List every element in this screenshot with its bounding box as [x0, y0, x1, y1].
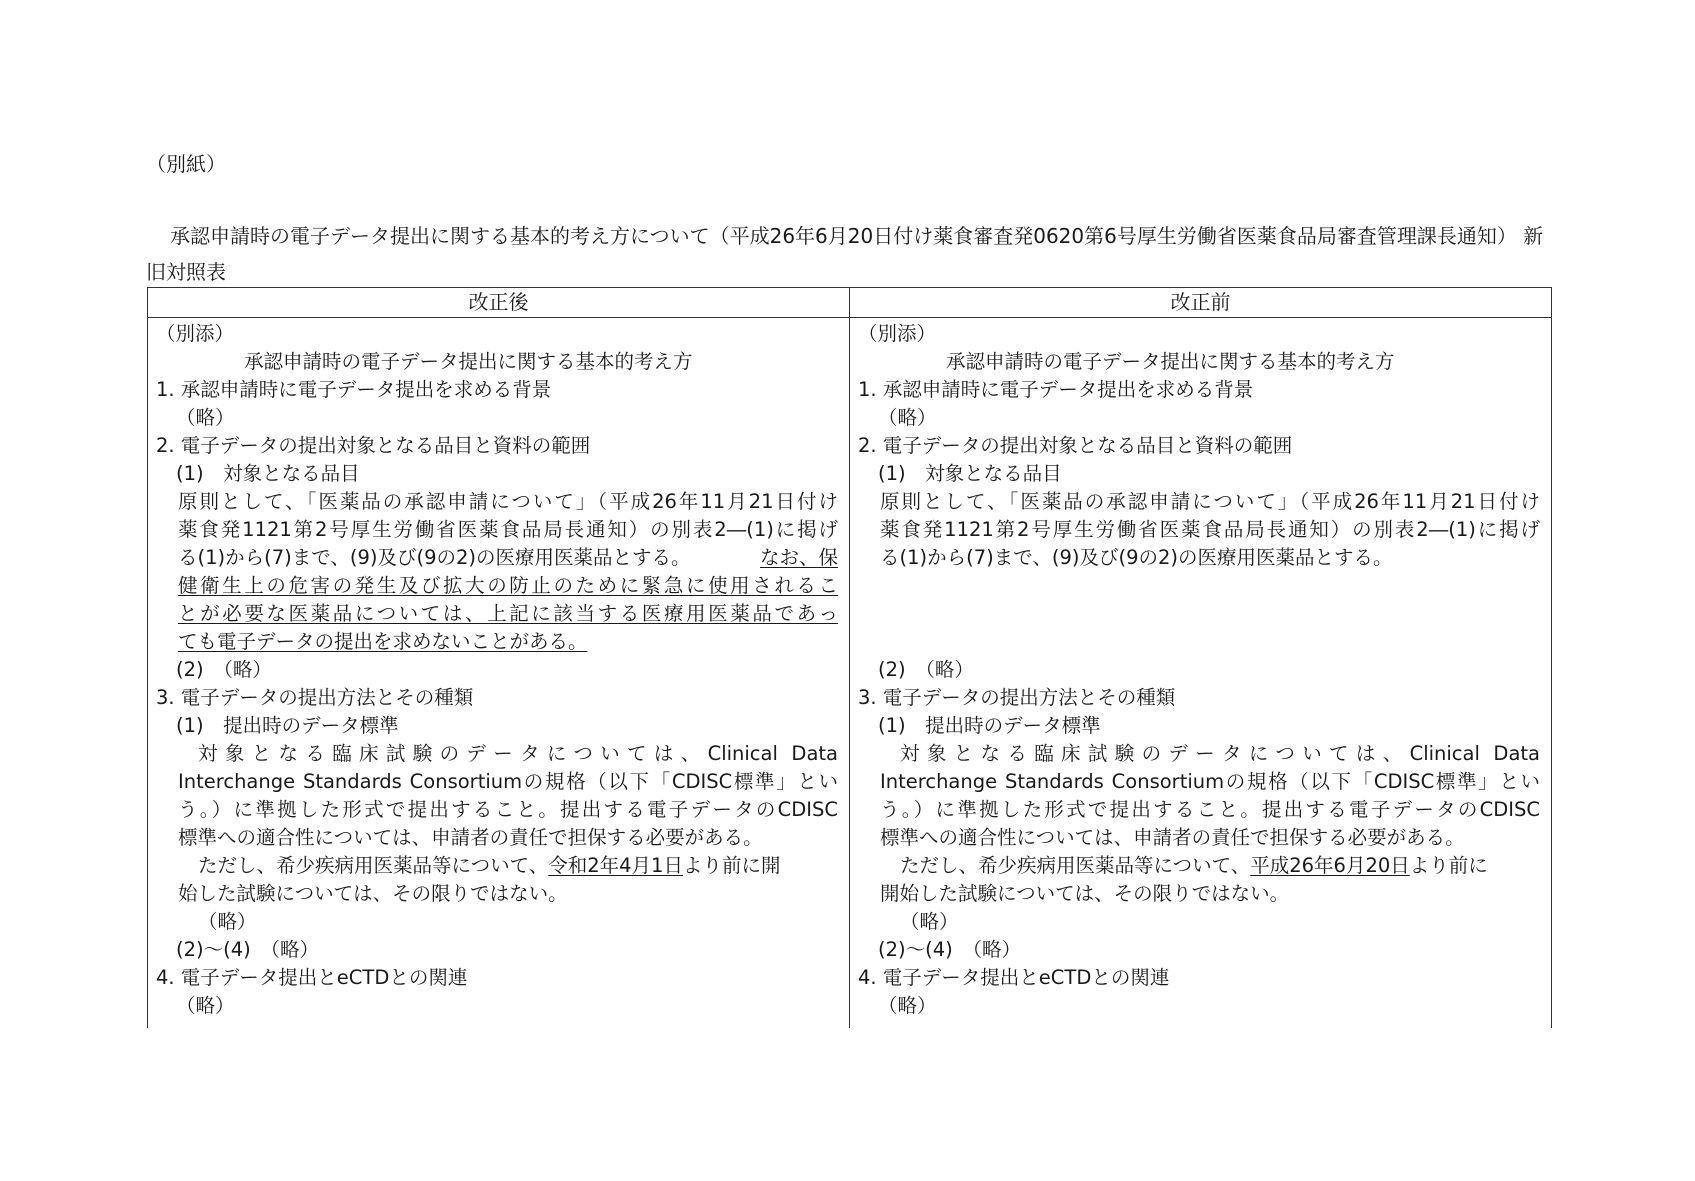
heading-2: 2. 電子データの提出対象となる品目と資料の範囲 [156, 434, 591, 457]
omitted: （略） [878, 406, 937, 429]
paragraph-line: 薬食発1121第2号厚生労働省医薬食品局長通知）の別表2―(1)に掲げ [178, 518, 838, 541]
paragraph-text: る(1)から(7)まで、(9)及び(9の2)の医療用医薬品とする。 [178, 546, 691, 569]
paragraph-line: 対象となる臨床試験のデータについては、Clinical Data [900, 742, 1540, 765]
comparison-table [147, 287, 1552, 1028]
heading-3: 3. 電子データの提出方法とその種類 [156, 686, 474, 709]
paragraph-line: う。）に準拠した形式で提出すること。提出する電子データのCDISC [178, 798, 838, 821]
document-title: 承認申請時の電子データ提出に関する基本的考え方について（平成26年6月20日付け薬食審査発0620第6号厚生労働省医薬食品局審査管理課長通知） 新旧対照表 [146, 224, 1544, 284]
heading-4: 4. 電子データ提出とeCTDとの関連 [156, 966, 468, 989]
heading-4: 4. 電子データ提出とeCTDとの関連 [858, 966, 1170, 989]
heading-1: 1. 承認申請時に電子データ提出を求める背景 [156, 378, 552, 401]
paragraph-line: 原則として、「医薬品の承認申請について」（平成26年11月21日付け [880, 490, 1540, 513]
paragraph-line [198, 852, 780, 880]
subheading-2-2: (2) （略） [176, 658, 272, 681]
subheading-3-1: (1) 提出時のデータ標準 [878, 714, 1101, 737]
column-divider [849, 288, 850, 1028]
attachment-tag: （別添） [156, 322, 235, 345]
paragraph-text: より前に開 [682, 854, 781, 877]
paragraph-line: 対象となる臨床試験のデータについては、Clinical Data [198, 742, 838, 765]
omitted: （略） [176, 994, 235, 1017]
paragraph-text: ただし、希少疾病用医薬品等について、 [198, 854, 549, 877]
paragraph-line: Interchange Standards Consortiumの規格（以下「CDISC標準」とい [178, 770, 838, 793]
header-divider [148, 317, 1551, 318]
amended-text: なお、保 [759, 546, 838, 569]
paragraph-line: 開始した試験については、その限りではない。 [880, 882, 1290, 905]
header-before: 改正前 [1170, 290, 1231, 314]
paragraph-line: る(1)から(7)まで、(9)及び(9の2)の医療用医薬品とする。 [880, 546, 1393, 569]
heading-3: 3. 電子データの提出方法とその種類 [858, 686, 1176, 709]
paragraph-line: Interchange Standards Consortiumの規格（以下「CDISC標準」とい [880, 770, 1540, 793]
paragraph-text: より前に [1409, 854, 1488, 877]
subheading-3-2-4: (2)～(4) （略） [878, 938, 1021, 961]
paragraph-line: 薬食発1121第2号厚生労働省医薬食品局長通知）の別表2―(1)に掲げ [880, 518, 1540, 541]
paragraph-line [178, 544, 838, 572]
section-title: 承認申請時の電子データ提出に関する基本的考え方 [244, 350, 693, 373]
paragraph-text: ただし、希少疾病用医薬品等について、 [900, 854, 1251, 877]
amended-text: ても電子データの提出を求めないことがある。 [178, 630, 588, 653]
attachment-label: （別紙） [146, 152, 226, 176]
omitted: （略） [900, 910, 959, 933]
paragraph-line: 原則として、「医薬品の承認申請について」（平成26年11月21日付け [178, 490, 838, 513]
subheading-3-1: (1) 提出時のデータ標準 [176, 714, 399, 737]
subheading-3-2-4: (2)～(4) （略） [176, 938, 319, 961]
amended-text: 健衛生上の危害の発生及び拡大の防止のために緊急に使用されるこ [178, 574, 838, 597]
paragraph-line: 標準への適合性については、申請者の責任で担保する必要がある。 [880, 826, 1465, 849]
subheading-2-2: (2) （略） [878, 658, 974, 681]
amended-date: 平成26年6月20日 [1250, 854, 1410, 877]
heading-1: 1. 承認申請時に電子データ提出を求める背景 [858, 378, 1254, 401]
heading-2: 2. 電子データの提出対象となる品目と資料の範囲 [858, 434, 1293, 457]
header-after: 改正後 [468, 290, 529, 314]
amended-text: とが必要な医薬品については、上記に該当する医療用医薬品であっ [178, 602, 838, 625]
paragraph-line: う。）に準拠した形式で提出すること。提出する電子データのCDISC [880, 798, 1540, 821]
omitted: （略） [176, 406, 235, 429]
paragraph-line: 標準への適合性については、申請者の責任で担保する必要がある。 [178, 826, 763, 849]
section-title: 承認申請時の電子データ提出に関する基本的考え方 [946, 350, 1395, 373]
subheading-2-1: (1) 対象となる品目 [878, 462, 1062, 485]
paragraph-line [900, 852, 1488, 880]
omitted: （略） [878, 994, 937, 1017]
omitted: （略） [198, 910, 257, 933]
paragraph-line: 始した試験については、その限りではない。 [178, 882, 568, 905]
attachment-tag: （別添） [858, 322, 937, 345]
amended-date: 令和2年4月1日 [548, 854, 683, 877]
subheading-2-1: (1) 対象となる品目 [176, 462, 360, 485]
